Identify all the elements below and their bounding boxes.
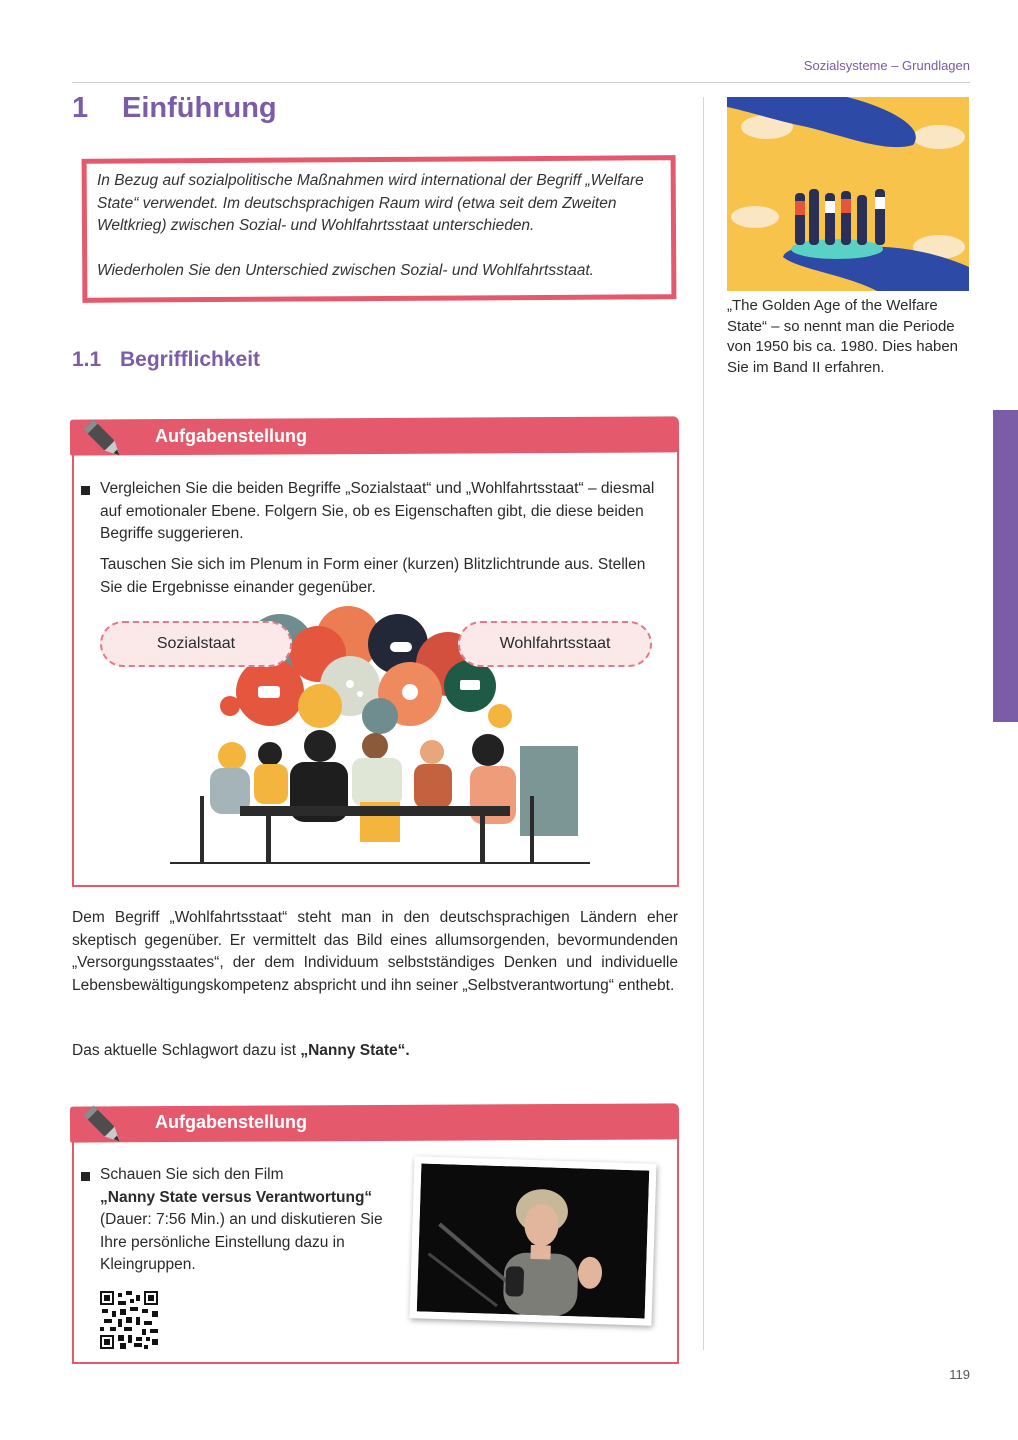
qr-code[interactable] xyxy=(100,1291,158,1349)
pencil-icon xyxy=(78,414,130,466)
pencil-icon xyxy=(78,1100,130,1152)
video-still xyxy=(417,1163,650,1318)
label-sozialstaat: Sozialstaat xyxy=(100,621,292,667)
intro-paragraph-2: Wiederholen Sie den Unterschied zwischen Sozial- und Wohlfahrtsstaat. xyxy=(97,261,594,279)
intro-paragraph-1: In Bezug auf sozialpolitische Maßnahmen wird international der Begriff „Welfare State“ verwendet. Im deutschsprachigen Raum wird (etwa seit dem Zweiten Weltkrieg) zwischen Sozial- und Wohlfahrtsstaat unterschieden. xyxy=(97,172,644,234)
chapter-title: Einführung xyxy=(122,92,277,124)
task1-follow-text: Tauschen Sie sich im Plenum in Form einer (kurzen) Blitzlichtrunde aus. Stellen Sie die Ergebnisse einander gegenüber. xyxy=(100,556,646,596)
intro-text xyxy=(97,170,657,282)
paragraph-1: Dem Begriff „Wohlfahrtsstaat“ steht man in den deutschsprachigen Ländern eher skeptisch gegenüber. Er vermittelt das Bild eines allumsorgenden, bevormundenden „Versorgungsstaates“, der dem Individuum selbstständiges Denken und individuelle Lebensbewältigungskompetenz abspricht und ihn seiner „Selbstverantwortung“ enthebt. xyxy=(72,909,678,994)
chapter-heading xyxy=(72,92,277,125)
chapter-side-tab xyxy=(993,410,1018,722)
page-number: 119 xyxy=(949,1367,970,1382)
golden-age-illustration xyxy=(727,97,969,291)
label-wohlfahrtsstaat: Wohlfahrtsstaat xyxy=(458,621,652,667)
header-rule xyxy=(72,82,970,83)
task2-line-3: (Dauer: 7:56 Min.) an und diskutieren Sie Ihre persönliche Einstellung dazu in Kleingruppen. xyxy=(100,1211,383,1273)
running-head: Sozialsysteme – Grundlagen xyxy=(803,58,970,73)
sidebar-caption: „The Golden Age of the Welfare State“ – so nennt man die Periode von 1950 bis ca. 1980. Dies haben Sie im Band II erfahren. xyxy=(727,297,958,376)
bullet-marker xyxy=(81,486,90,495)
task-title-2: Aufgabenstellung xyxy=(155,1112,307,1132)
section-title: Begrifflichkeit xyxy=(120,348,261,371)
bullet-marker xyxy=(81,1172,90,1181)
chapter-number: 1 xyxy=(72,92,89,124)
section-number: 1.1 xyxy=(72,348,102,371)
task1-bullet-text: Vergleichen Sie die beiden Begriffe „Sozialstaat“ und „Wohlfahrtsstaat“ – diesmal auf emotionaler Ebene. Folgern Sie, ob es Eigenschaften gibt, die diese beiden Begriffe suggerieren. xyxy=(100,480,655,542)
task2-line-1: Schauen Sie sich den Film xyxy=(100,1166,284,1183)
paragraph-2-text: Das aktuelle Schlagwort dazu ist xyxy=(72,1042,301,1059)
task-title-1: Aufgabenstellung xyxy=(155,426,307,446)
section-heading xyxy=(72,348,260,372)
task2-film-title: „Nanny State versus Verantwortung“ xyxy=(100,1188,373,1206)
paragraph-2-keyword: „Nanny State“. xyxy=(300,1042,410,1059)
paragraph-2 xyxy=(72,1040,678,1063)
task2-text xyxy=(100,1164,400,1277)
column-divider xyxy=(703,97,704,1350)
video-thumbnail[interactable] xyxy=(410,1156,657,1326)
